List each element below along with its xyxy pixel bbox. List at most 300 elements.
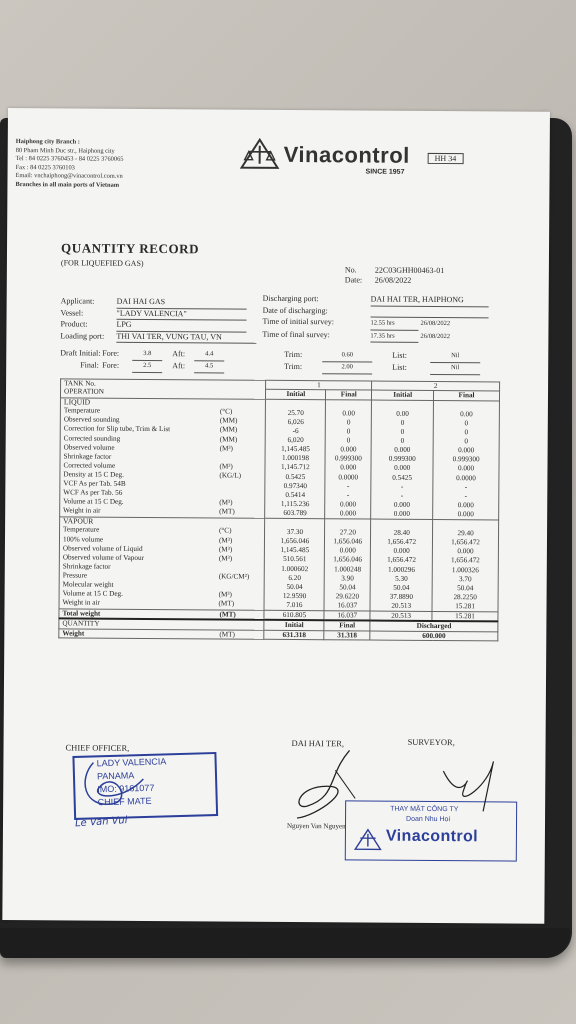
table-cell <box>436 547 495 557</box>
table-cell <box>328 537 367 546</box>
list-label-2: List: <box>392 362 407 372</box>
table-cell <box>374 538 429 547</box>
binder-edge <box>0 928 570 958</box>
draft-final-list: Nil <box>430 363 480 375</box>
cell-text: 0 <box>400 418 405 427</box>
cell-text: 0.5414 <box>285 490 306 499</box>
unit-text: (M³) <box>219 444 234 453</box>
draft-initial-trim: 0.60 <box>322 350 372 362</box>
table-cell <box>329 446 368 455</box>
cell-text: 0.000 <box>339 546 356 555</box>
draft-initial-fore: 3.8 <box>132 349 162 361</box>
table-cell <box>436 501 495 511</box>
discharging-port-label: Discharging port: <box>262 293 319 304</box>
table-cell <box>436 492 495 502</box>
record-date: 26/08/2022 <box>374 275 412 285</box>
table-cell <box>269 463 322 472</box>
table-cell <box>329 500 368 509</box>
table-cell <box>329 473 368 482</box>
table-cell <box>436 556 495 566</box>
q-discharged-value: 600.000 <box>370 631 498 641</box>
table-cell <box>328 574 367 583</box>
cell-text: 28.40 <box>393 528 410 537</box>
logo-wordmark: Vinacontrol <box>283 141 410 168</box>
cell-text: 25.70 <box>287 408 304 417</box>
cell-text: 1,145.485 <box>281 445 310 454</box>
table-cell <box>329 436 368 445</box>
cell-text: 1.000248 <box>334 564 362 573</box>
cell-text: 0.000 <box>457 547 474 556</box>
liquid-title: LIQUID <box>63 397 91 407</box>
table-cell <box>328 509 367 518</box>
vessel-stamp-line-4: CHIEF MATE <box>97 795 152 808</box>
branch-header <box>15 138 123 190</box>
cell-text: 1,656.046 <box>280 537 310 546</box>
unit-text: (MT) <box>218 599 235 608</box>
branch-fax: Fax : 84 0225 3760103 <box>15 163 75 172</box>
cell-text: Weight in air <box>62 598 100 607</box>
vapour-t2-final <box>436 529 495 611</box>
t1-final-head: Final <box>326 390 372 400</box>
cell-text: 603.789 <box>283 508 307 518</box>
table-cell <box>328 601 367 610</box>
trim-label: Trim: <box>284 349 303 360</box>
table-cell <box>269 454 322 463</box>
cell-text: 0.0000 <box>338 472 359 482</box>
cell-text: 1,145.712 <box>281 463 310 472</box>
cell-text: - <box>400 491 404 500</box>
total-weight-unit: (MT) <box>219 610 236 619</box>
table-cell <box>437 464 496 474</box>
table-cell <box>437 474 496 484</box>
surveyor-signature <box>433 751 503 821</box>
draft-final-aft: 4.5 <box>194 361 224 373</box>
cell-text: Corrected volume <box>63 461 116 470</box>
chief-officer-name: Le Van Vul <box>74 815 128 830</box>
cell-text: - <box>400 482 404 491</box>
logo-since: SINCE 1957 <box>365 168 405 176</box>
no-label: No. <box>344 265 357 275</box>
vapour-t1-initial <box>268 528 321 610</box>
unit-text: (MM) <box>219 434 238 444</box>
cell-text: 0.000 <box>339 500 357 509</box>
cell-text: Temperature <box>63 406 101 415</box>
cell-text: 0 <box>464 437 469 446</box>
weight-label: Weight <box>62 629 85 638</box>
cell-text: Shrinkage factor <box>62 562 111 571</box>
right-info-block <box>262 294 512 344</box>
unit-text: (M³) <box>218 545 233 554</box>
aft-label-2: Aft: <box>172 361 186 371</box>
total-weight-label: Total weight <box>62 609 101 618</box>
q-final-value: 31.318 <box>324 631 370 641</box>
unit-text: (M³) <box>219 462 233 471</box>
cell-text: 29.40 <box>457 529 474 538</box>
list-label: List: <box>392 350 407 360</box>
table-cell <box>63 599 262 609</box>
unit-text: (KG/CM²) <box>218 572 250 581</box>
document-subtitle: (FOR LIQUEFIED GAS) <box>60 258 144 268</box>
vapour-labels <box>63 526 262 609</box>
table-cell <box>328 583 367 592</box>
table-cell <box>375 473 430 482</box>
cell-text: Observed sounding <box>63 415 120 425</box>
final-survey-label: Time of final survey: <box>262 329 330 339</box>
product-value: LPG <box>116 320 246 332</box>
table-cell <box>436 575 495 585</box>
initial-survey-time: 12.55 hrs <box>370 319 418 331</box>
table-cell <box>268 592 321 601</box>
cell-text: 29.6220 <box>335 592 360 601</box>
vessel-stamp-line-3: IMO: 9161077 <box>97 782 155 795</box>
table-cell <box>374 547 429 556</box>
table-cell <box>328 556 367 565</box>
tank2-header: 2 <box>372 381 500 391</box>
table-cell <box>269 481 322 490</box>
liquid-t2-final <box>436 410 496 520</box>
fore-label-2: Fore: <box>102 360 120 370</box>
aft-label: Aft: <box>172 349 186 359</box>
cell-text: 510.561 <box>283 555 307 564</box>
table-cell <box>374 601 429 610</box>
table-cell <box>375 419 430 428</box>
cell-text: 37.8890 <box>389 592 414 601</box>
cell-text: 0.000 <box>458 446 475 455</box>
cell-text: 5.30 <box>395 574 408 583</box>
cell-text: - <box>464 491 468 500</box>
total-t1-final: 16.037 <box>324 611 370 621</box>
vapour-section <box>59 517 499 612</box>
table-cell <box>375 464 430 473</box>
table-cell <box>437 428 496 438</box>
quantity-table <box>58 378 500 641</box>
cell-text: 0.000 <box>339 509 357 518</box>
cell-text: Volume at 15 C Deg. <box>63 497 124 506</box>
vessel-stamp-line-2: PANAMA <box>96 770 135 782</box>
table-cell <box>374 565 429 574</box>
cell-text: 0.00 <box>460 410 473 419</box>
table-cell <box>268 528 321 537</box>
vapour-t2-initial <box>374 529 429 611</box>
table-cell <box>329 491 368 500</box>
final-survey-time: 17.35 hrs <box>370 331 418 343</box>
total-t2-final: 15.281 <box>432 611 498 621</box>
draft-final-label: Final: <box>80 360 99 370</box>
table-cell <box>436 483 495 493</box>
total-t1-initial: 610.805 <box>264 610 324 620</box>
cell-text: Density at 15 C Deg. <box>63 470 124 479</box>
cell-text: 1,656.472 <box>451 556 480 565</box>
vapour-title: VAPOUR <box>63 516 94 526</box>
table-cell <box>374 592 429 601</box>
cell-text: 1,656.472 <box>387 537 417 547</box>
cell-text: Observed volume of Liquid <box>62 544 143 553</box>
cell-text: 0 <box>400 436 405 445</box>
cell-text: 37.30 <box>286 528 304 537</box>
tank1-header: 1 <box>266 380 372 390</box>
table-cell <box>436 529 495 539</box>
initial-survey-label: Time of initial survey: <box>262 316 335 327</box>
q-initial-head: Initial <box>264 620 324 630</box>
table-cell <box>329 427 368 436</box>
cell-text: 0.000 <box>457 510 474 519</box>
cell-text: 0.97340 <box>283 481 307 490</box>
cell-text: 12.9590 <box>282 591 307 600</box>
cell-text: 0.000 <box>457 500 474 510</box>
cell-text: 0 <box>464 428 469 437</box>
cell-text: 50.04 <box>457 583 474 592</box>
table-cell <box>269 418 322 427</box>
table-cell <box>63 507 262 517</box>
tank-no-label: TANK No. <box>64 379 96 388</box>
table-cell <box>268 546 321 555</box>
cell-text: 1,656.046 <box>333 555 363 564</box>
cell-text: 50.04 <box>286 582 303 591</box>
cell-text: Shrinkage factor <box>63 452 112 461</box>
table-cell <box>375 491 430 500</box>
table-cell <box>374 574 429 583</box>
vapour-t1-final <box>328 528 368 610</box>
cell-text: WCF As per Tab. 56 <box>63 488 123 497</box>
cell-text: 50.04 <box>393 583 410 592</box>
cell-text: 0.000 <box>394 445 411 455</box>
draft-final-fore: 2.5 <box>132 361 162 373</box>
cell-text: 0.5425 <box>285 472 306 481</box>
liquid-t1-final <box>328 409 368 518</box>
table-cell <box>329 418 368 427</box>
table-cell <box>437 437 496 447</box>
table-cell <box>436 593 495 603</box>
q-initial-value: 631.318 <box>264 630 324 640</box>
table-cell <box>269 409 322 418</box>
table-cell <box>375 455 430 464</box>
cell-text: 1.000602 <box>281 564 309 573</box>
unit-text: (M³) <box>218 554 233 563</box>
table-cell <box>436 510 495 520</box>
cell-text: 50.04 <box>339 583 356 592</box>
fore-label: Fore: <box>102 348 120 358</box>
table-cell <box>374 556 429 565</box>
table-cell <box>269 436 322 445</box>
cell-text: 0.00 <box>342 409 355 418</box>
loading-port-value: THI VAI TER, VUNG TAU, VN <box>116 331 256 343</box>
final-survey-date: 26/08/2022 <box>420 332 451 340</box>
applicant-label: Applicant: <box>60 296 95 306</box>
cell-text: 15.281 <box>455 602 475 611</box>
form-code: HH 34 <box>428 153 464 164</box>
cell-text: 1.000198 <box>281 454 309 463</box>
draft-initial-label: Draft Initial: <box>60 348 101 358</box>
table-cell <box>375 428 430 437</box>
table-cell <box>328 565 367 574</box>
weight-unit: (MT) <box>219 630 235 639</box>
table-cell <box>375 409 430 418</box>
stamp-on-behalf: THAY MẶT CÔNG TY <box>390 805 459 814</box>
cell-text: 0.000 <box>340 463 357 472</box>
cell-text: 0.999300 <box>388 455 416 464</box>
cell-text: VCF As per Tab. 54B <box>63 479 126 488</box>
liquid-section <box>60 398 500 520</box>
t1-initial-head: Initial <box>266 390 326 400</box>
total-t2-initial: 20.513 <box>370 611 432 621</box>
cell-text: 3.90 <box>341 573 354 583</box>
table-cell <box>374 500 429 509</box>
table-cell <box>328 592 367 601</box>
vessel-value: "LADY VALENCIA" <box>117 308 247 320</box>
q-discharged-head: Discharged <box>370 621 498 632</box>
table-cell <box>437 455 496 465</box>
table-cell <box>437 419 496 429</box>
cell-text: 1.000326 <box>451 565 479 574</box>
surveyor-name: Nguyen Van Nguyen <box>286 821 346 831</box>
table-cell <box>436 565 495 575</box>
date-discharging-label: Date of discharging: <box>262 305 328 315</box>
terminal-label: DAI HAI TER, <box>291 737 345 749</box>
table-cell <box>268 573 321 582</box>
cell-text: 16.037 <box>337 601 358 610</box>
cell-text: 6,026 <box>287 417 304 427</box>
table-cell <box>269 491 322 500</box>
vessel-stamp-line-1: LADY VALENCIA <box>96 756 167 769</box>
cell-text: 0.5425 <box>392 473 413 482</box>
table-cell <box>268 555 321 564</box>
table-cell <box>269 427 322 436</box>
cell-text: Volume at 15 C Deg. <box>62 589 123 598</box>
liquid-t1-initial <box>269 409 323 518</box>
stamp-scales-icon <box>354 827 382 851</box>
cell-text: Pressure <box>62 571 88 580</box>
unit-text: (°C) <box>219 526 232 536</box>
unit-text: (KG/L) <box>219 471 242 480</box>
document-title: QUANTITY RECORD <box>60 240 200 257</box>
table-cell <box>268 537 321 546</box>
quantity-label: QUANTITY <box>59 619 265 630</box>
cell-text: 0 <box>346 427 351 436</box>
table-cell <box>436 584 495 594</box>
scales-logo-icon <box>240 138 280 170</box>
chief-officer-label: CHIEF OFFICER, <box>65 742 130 753</box>
vessel-label: Vessel: <box>60 307 84 318</box>
stamp-person: Doan Nhu Hoi <box>406 815 451 824</box>
cell-text: 0 <box>400 427 405 436</box>
cell-text: 0.000 <box>394 464 411 473</box>
cell-text: 1,145.485 <box>280 546 310 555</box>
cell-text: 1,656.046 <box>333 537 363 546</box>
table-cell <box>374 510 429 519</box>
cell-text: 0.00 <box>396 409 409 418</box>
applicant-value: DAI HAI GAS <box>117 297 247 309</box>
cell-text: - <box>346 491 350 500</box>
left-info-block <box>60 296 260 343</box>
date-label: Date: <box>344 275 363 285</box>
stamp-brand: Vinacontrol <box>385 827 479 846</box>
table-cell <box>375 437 430 446</box>
table-cell <box>436 538 495 548</box>
cell-text: 0.000 <box>340 445 357 454</box>
table-cell <box>329 409 368 418</box>
cell-text: 20.513 <box>391 601 412 610</box>
table-cell <box>375 482 430 491</box>
t2-final-head: Final <box>434 391 500 401</box>
cell-text: -6 <box>292 427 299 436</box>
document-sheet <box>2 108 550 924</box>
cell-text: Correction for Slip tube, Trim & List <box>63 424 171 434</box>
cell-text: 0.000 <box>393 547 410 556</box>
draft-initial-list: Nil <box>430 351 480 363</box>
cell-text: Molecular weight <box>62 580 114 589</box>
cell-text: 1,115.236 <box>280 499 310 508</box>
cell-text: 100% volume <box>62 534 104 544</box>
table-cell <box>436 602 495 612</box>
vinacontrol-logo <box>240 138 440 179</box>
cell-text: 0.999300 <box>452 455 480 464</box>
table-cell <box>329 482 368 491</box>
unit-text: (°C) <box>219 407 233 416</box>
unit-text: (MM) <box>219 425 238 435</box>
table-cell <box>269 445 322 454</box>
cell-text: 0.000 <box>457 464 475 473</box>
product-label: Product: <box>60 319 88 329</box>
table-cell <box>269 500 322 509</box>
loading-port-label: Loading port: <box>60 330 105 341</box>
liquid-t2-initial <box>374 409 430 519</box>
table-cell <box>374 529 429 538</box>
cell-text: 0 <box>464 419 469 428</box>
table-cell <box>328 528 367 537</box>
cell-text: 1,656.472 <box>451 538 480 547</box>
branch-title: Haiphong city Branch : <box>15 138 80 146</box>
cell-text: 0.0000 <box>456 473 476 482</box>
date-discharging-value <box>371 306 489 318</box>
unit-text: (M³) <box>219 498 233 507</box>
surveyor-label: SURVEYOR, <box>407 736 455 748</box>
branch-tel: Tel : 84 0225 3760453 - 84 0225 3760065 <box>15 155 124 163</box>
discharging-port-value: DAI HAI TER, HAIPHONG <box>371 295 489 307</box>
cell-text: 6.20 <box>288 573 301 582</box>
record-number-block <box>345 265 444 286</box>
draft-block <box>60 348 500 375</box>
unit-text: (M³) <box>218 536 233 545</box>
cell-text: 1.000296 <box>387 565 415 574</box>
draft-final-trim: 2.00 <box>322 362 372 374</box>
cell-text: - <box>464 482 468 491</box>
cell-text: 27.20 <box>339 528 356 537</box>
cell-text: 3.70 <box>458 574 472 583</box>
cell-text: Temperature <box>63 525 100 535</box>
table-cell <box>328 547 367 556</box>
cell-text: Observed volume <box>63 442 115 452</box>
cell-text: Observed volume of Vapour <box>62 553 145 562</box>
table-cell <box>268 601 321 610</box>
operation-label: OPERATION <box>63 387 104 397</box>
record-number: 22C03GHH00463-01 <box>374 265 445 276</box>
table-cell <box>269 472 322 481</box>
branch-address: 80 Pham Minh Duc str., Haiphong city <box>15 146 115 155</box>
table-cell <box>437 446 496 456</box>
cell-text: 1,656.472 <box>387 556 416 565</box>
initial-survey-date: 26/08/2022 <box>420 319 451 328</box>
cell-text: 6,020 <box>287 436 304 445</box>
cell-text: - <box>346 482 350 491</box>
cell-text: 0.999300 <box>334 454 362 463</box>
cell-text: Weight in air <box>63 506 101 515</box>
liquid-labels <box>63 407 262 518</box>
cell-text: 28.2250 <box>453 592 477 602</box>
table-cell <box>375 446 430 455</box>
cell-text: 7.016 <box>286 600 303 609</box>
cell-text: 0.000 <box>393 500 411 509</box>
unit-text: (MM) <box>219 416 238 425</box>
